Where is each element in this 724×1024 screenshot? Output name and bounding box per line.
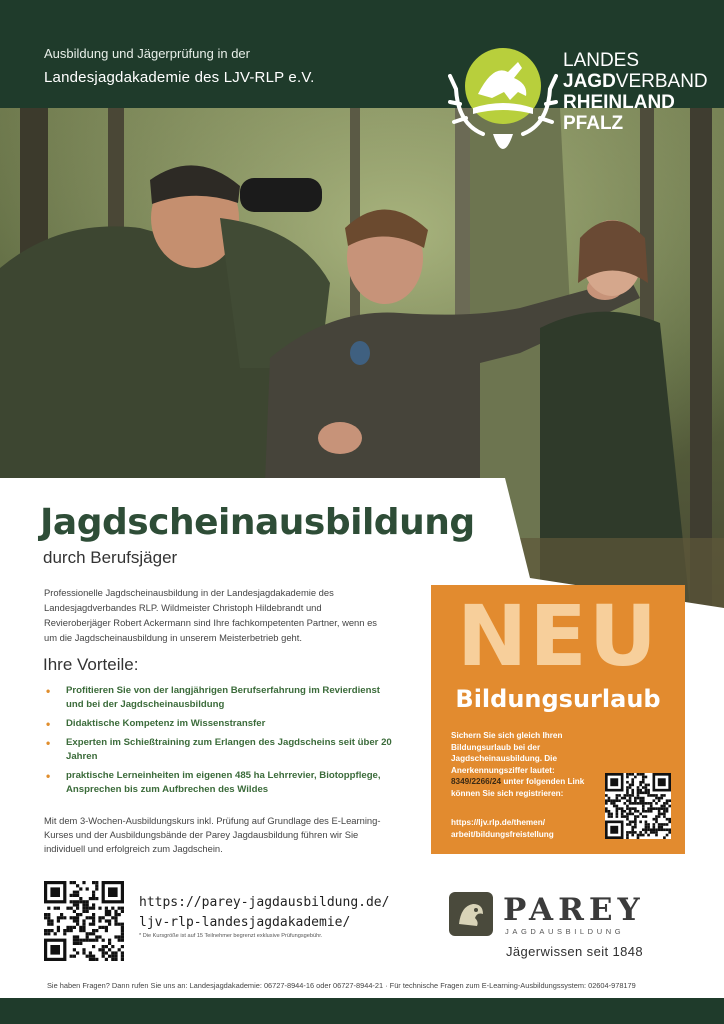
parey-logo-icon bbox=[449, 892, 493, 936]
promo-new-label: NEU bbox=[457, 587, 659, 685]
promo-link-line-1[interactable]: https://ljv.rlp.de/themen/ bbox=[451, 818, 546, 827]
ljv-logo bbox=[448, 34, 558, 164]
parey-brand-sub: JAGDAUSBILDUNG bbox=[505, 927, 625, 936]
page-title: Jagdscheinausbildung bbox=[40, 502, 475, 543]
org-name-jagd: JAGD bbox=[563, 71, 616, 92]
benefit-item: • Profitieren Sie von der langjährigen Berufserfahrung im Revierdienst und bei der Jagdscheinausbildung bbox=[44, 684, 394, 712]
page-subtitle: durch Berufsjäger bbox=[43, 548, 178, 567]
promo-link[interactable] bbox=[451, 817, 611, 841]
org-name-line-4: PFALZ bbox=[563, 113, 624, 134]
qr-code-icon[interactable] bbox=[44, 881, 124, 961]
org-name-line-3: RHEINLAND bbox=[563, 92, 675, 113]
benefits-heading: Ihre Vorteile: bbox=[43, 655, 139, 674]
promo-text-part-1: Sichern Sie sich gleich Ihren Bildungsurlaub bei der Jagdscheinausbildung. Die Anerkennungsziffer lautet: bbox=[451, 731, 563, 775]
course-url-line-1[interactable]: https://parey-jagdausbildung.de/ bbox=[139, 895, 390, 910]
closing-paragraph: Mit dem 3-Wochen-Ausbildungskurs inkl. Prüfung auf Grundlage des E-Learning-Kurses und der Ausbildungsbände der Parey Jagdausbildung führen wir Sie individuell und erfolgreich zum Jagdschein. bbox=[44, 815, 381, 854]
recognition-code: 8349/2266/24 bbox=[451, 777, 502, 786]
course-url-line-2[interactable]: ljv-rlp-landesjagdakademie/ bbox=[139, 915, 351, 930]
org-name-line-2 bbox=[563, 71, 708, 92]
org-name-line-1: LANDES bbox=[563, 50, 640, 71]
benefit-item: • Didaktische Kompetenz im Wissenstransfer bbox=[44, 717, 394, 731]
intro-paragraph: Professionelle Jagdscheinausbildung in der Landesjagdakademie des Landesjagdverbandes RLP. Wildmeister Christoph Hildebrandt und Revieroberjäger Robert Ackermann sind Ihre fachkompetenten Partner, wenn es um die Jagdscheinausbildung in unserem Meisterbetrieb geht. bbox=[44, 587, 377, 643]
header-academy-name: Landesjagdakademie des LJV-RLP e.V. bbox=[44, 69, 315, 86]
promo-qr-code-icon[interactable] bbox=[605, 773, 671, 839]
course-url[interactable] bbox=[139, 893, 389, 933]
benefit-item: • praktische Lerneinheiten im eigenen 485 ha Lehrrevier, Biotoppflege, Ansprechen bis zum Aufbrechen des Wildes bbox=[44, 769, 394, 797]
contact-line: Sie haben Fragen? Dann rufen Sie uns an: Landesjagdakademie: 06727-8944-16 oder 06727-8944-21 · Für technische Fragen zum E-Learning-Ausbildungssystem: 02604-978179 bbox=[47, 981, 636, 990]
parey-brand-name: PAREY bbox=[503, 892, 645, 928]
promo-link-line-2[interactable]: arbeit/bildungsfreistellung bbox=[451, 830, 554, 839]
bildungsurlaub-promo bbox=[431, 585, 685, 854]
benefit-item: • Experten im Schießtraining zum Erlangen des Jagdscheins seit über 20 Jahren bbox=[44, 736, 394, 764]
footnote: * Die Kursgröße ist auf 15 Teilnehmer begrenzt exklusive Prüfungsgebühr. bbox=[139, 933, 323, 939]
promo-text bbox=[451, 730, 601, 799]
header-subtitle: Ausbildung und Jägerprüfung in der bbox=[44, 46, 250, 61]
org-name-verband: VERBAND bbox=[615, 71, 708, 92]
promo-text-part-2: unter folgenden Link können Sie sich registrieren: bbox=[451, 777, 585, 798]
parey-tagline: Jägerwissen seit 1848 bbox=[506, 944, 644, 959]
promo-heading: Bildungsurlaub bbox=[455, 685, 661, 713]
organisation-name bbox=[563, 50, 708, 134]
footer-band bbox=[0, 998, 724, 1024]
benefits-list bbox=[44, 684, 394, 802]
